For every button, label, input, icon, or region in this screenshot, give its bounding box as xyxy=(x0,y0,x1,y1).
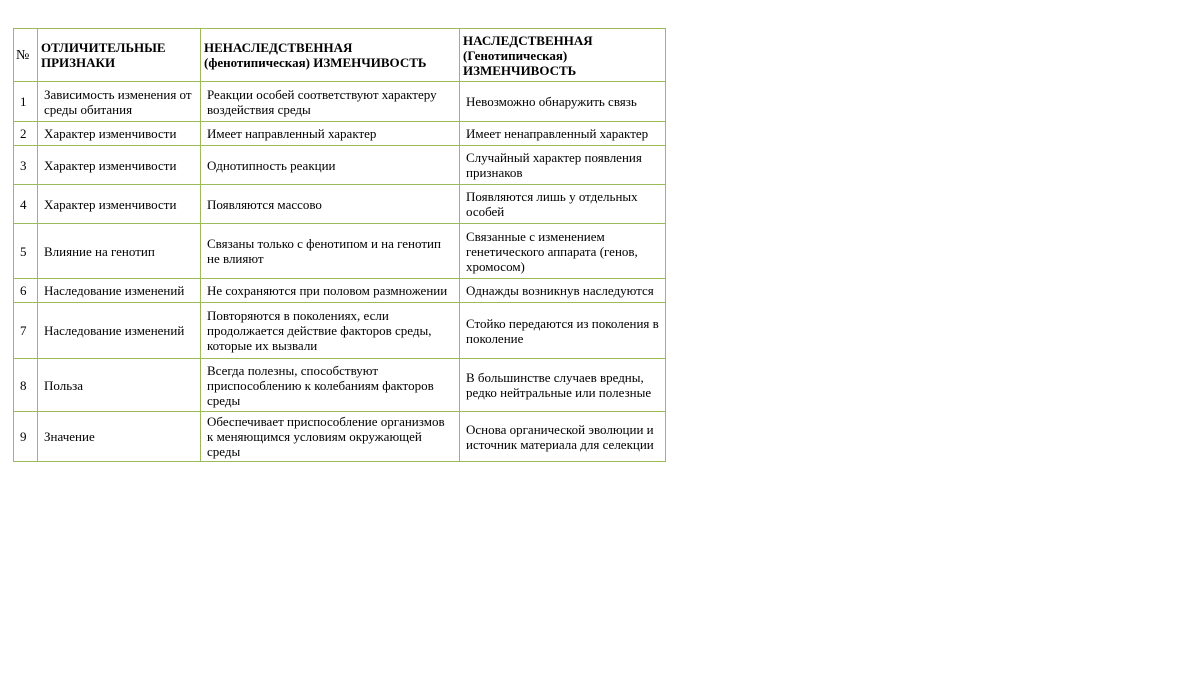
row-nonhereditary: Имеет направленный характер xyxy=(201,122,460,146)
header-number: № xyxy=(14,29,38,82)
row-nonhereditary: Появляются массово xyxy=(201,185,460,224)
row-number: 8 xyxy=(14,359,38,412)
header-hereditary-variability: НАСЛЕДСТВЕННАЯ (Генотипическая) ИЗМЕНЧИВОСТЬ xyxy=(460,29,666,82)
table-row xyxy=(14,146,666,185)
table-row xyxy=(14,122,666,146)
row-nonhereditary: Всегда полезны, способствуют приспособлению к колебаниям факторов среды xyxy=(201,359,460,412)
table-row xyxy=(14,185,666,224)
table-row xyxy=(14,224,666,279)
row-feature: Значение xyxy=(38,412,201,462)
row-feature: Характер изменчивости xyxy=(38,185,201,224)
header-distinguishing-features: ОТЛИЧИТЕЛЬНЫЕ ПРИЗНАКИ xyxy=(38,29,201,82)
row-nonhereditary: Обеспечивает приспособление организмов к меняющимся условиям окружающей среды xyxy=(201,412,460,462)
row-hereditary: Стойко передаются из поколения в поколение xyxy=(460,303,666,359)
table-row xyxy=(14,303,666,359)
row-hereditary: Основа органической эволюции и источник материала для селекции xyxy=(460,412,666,462)
row-number: 6 xyxy=(14,279,38,303)
table-row xyxy=(14,412,666,462)
row-number: 3 xyxy=(14,146,38,185)
row-number: 9 xyxy=(14,412,38,462)
table-row xyxy=(14,359,666,412)
row-hereditary: В большинстве случаев вредны, редко нейтральные или полезные xyxy=(460,359,666,412)
row-hereditary: Появляются лишь у отдельных особей xyxy=(460,185,666,224)
row-nonhereditary: Однотипность реакции xyxy=(201,146,460,185)
row-feature: Влияние на генотип xyxy=(38,224,201,279)
row-number: 4 xyxy=(14,185,38,224)
row-feature: Характер изменчивости xyxy=(38,146,201,185)
row-feature: Польза xyxy=(38,359,201,412)
row-hereditary: Имеет ненаправленный характер xyxy=(460,122,666,146)
row-nonhereditary: Не сохраняются при половом размножении xyxy=(201,279,460,303)
variability-comparison-table xyxy=(13,28,666,462)
row-number: 1 xyxy=(14,82,38,122)
row-hereditary: Однажды возникнув наследуются xyxy=(460,279,666,303)
comparison-table-container xyxy=(13,28,665,462)
header-nonhereditary-variability: НЕНАСЛЕДСТВЕННАЯ (фенотипическая) ИЗМЕНЧИВОСТЬ xyxy=(201,29,460,82)
row-feature: Наследование изменений xyxy=(38,279,201,303)
row-nonhereditary: Связаны только с фенотипом и на генотип не влияют xyxy=(201,224,460,279)
row-feature: Зависимость изменения от среды обитания xyxy=(38,82,201,122)
row-number: 5 xyxy=(14,224,38,279)
row-number: 2 xyxy=(14,122,38,146)
row-feature: Наследование изменений xyxy=(38,303,201,359)
row-number: 7 xyxy=(14,303,38,359)
row-hereditary: Случайный характер появления признаков xyxy=(460,146,666,185)
table-row xyxy=(14,279,666,303)
row-feature: Характер изменчивости xyxy=(38,122,201,146)
row-nonhereditary: Реакции особей соответствуют характеру воздействия среды xyxy=(201,82,460,122)
table-header-row xyxy=(14,29,666,82)
table-row xyxy=(14,82,666,122)
row-hereditary: Связанные с изменением генетического аппарата (генов, хромосом) xyxy=(460,224,666,279)
row-hereditary: Невозможно обнаружить связь xyxy=(460,82,666,122)
row-nonhereditary: Повторяются в поколениях, если продолжается действие факторов среды, которые их вызвали xyxy=(201,303,460,359)
